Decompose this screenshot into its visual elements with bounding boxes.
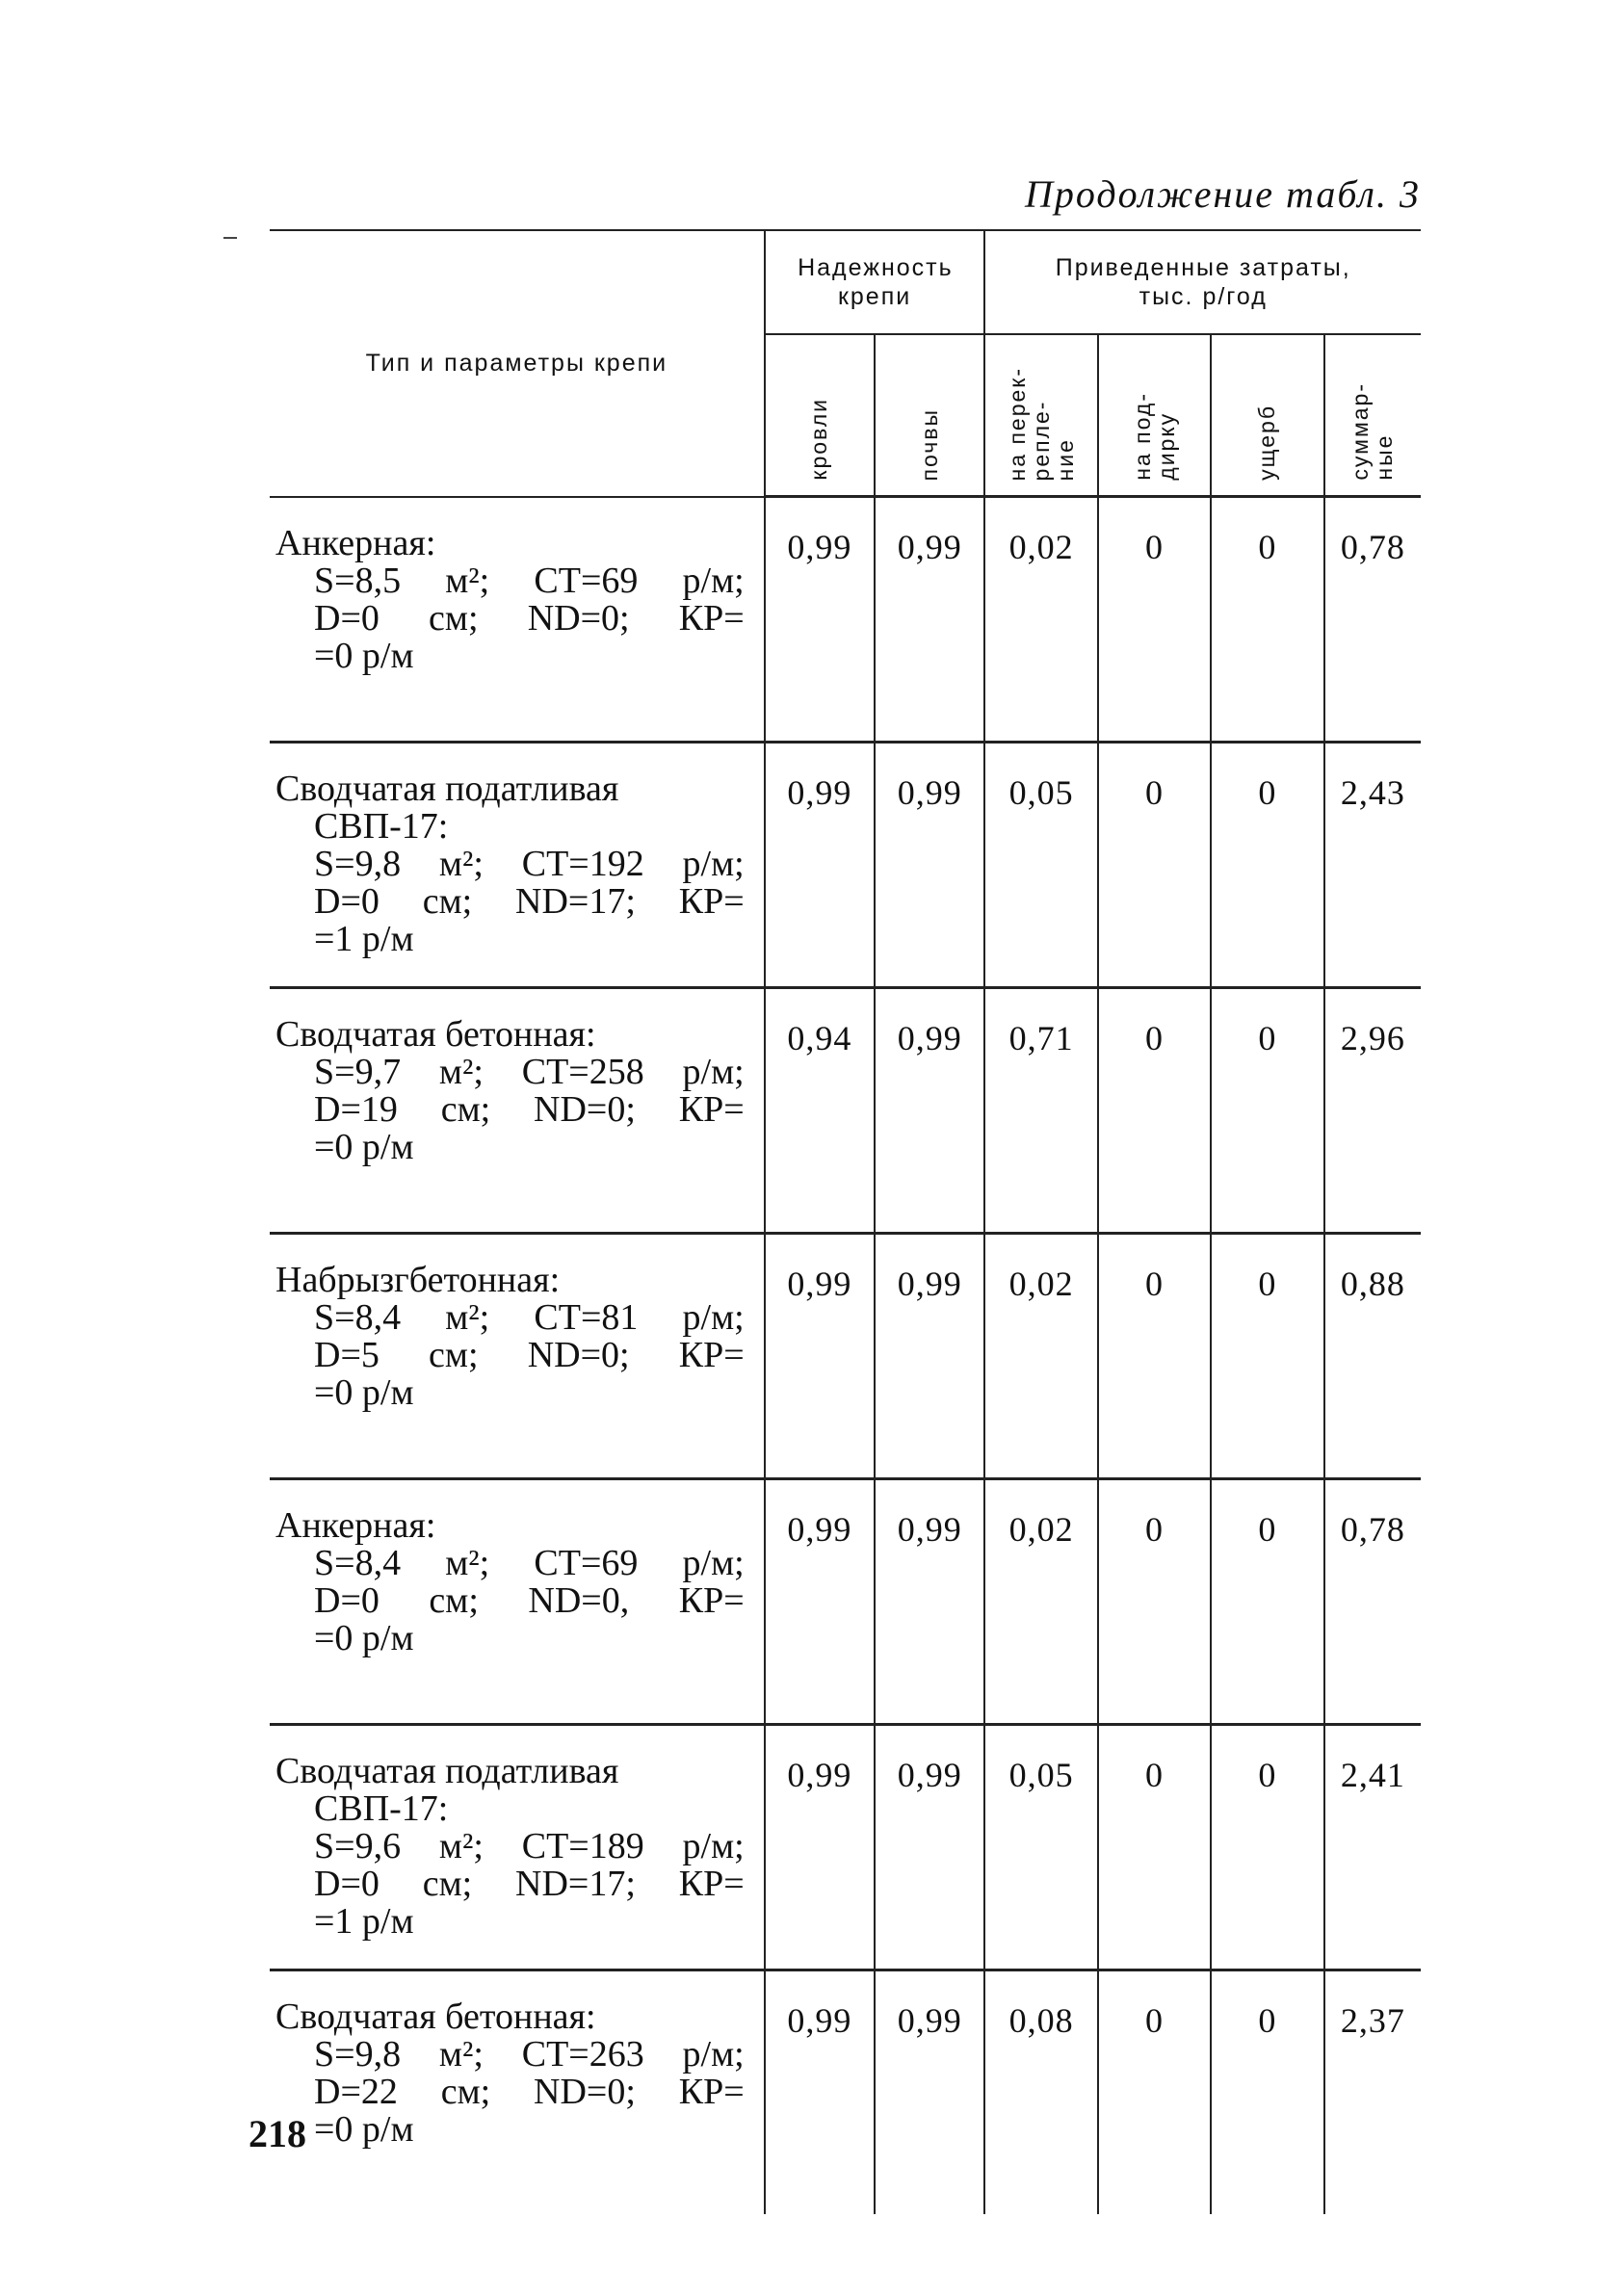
cell-total: 2,96 (1324, 988, 1421, 1234)
row-parameter-line: S=9,7 м²; СТ=258 р/м; (314, 1052, 745, 1092)
cell-roof: 0,99 (765, 1970, 875, 2215)
cell-reset: 0,05 (984, 743, 1097, 988)
row-description (270, 988, 765, 1234)
cell-roof: 0,99 (765, 1725, 875, 1970)
table-caption: Продолжение табл. 3 (1024, 172, 1421, 216)
cell-soil: 0,99 (875, 1479, 984, 1725)
cell-total: 2,41 (1324, 1725, 1421, 1970)
cell-soil: 0,99 (875, 743, 984, 988)
table-row (270, 988, 1421, 1234)
row-parameter-line: S=9,8 м²; СТ=263 р/м; (314, 2034, 745, 2074)
cell-reset: 0,02 (984, 1234, 1097, 1479)
row-parameter-line: D=0 см; ND=0; КР= (314, 597, 745, 639)
cell-reset: 0,02 (984, 497, 1097, 743)
row-parameter-line: S=9,6 м²; СТ=189 р/м; (314, 1826, 745, 1866)
row-type-name: Анкерная: (275, 522, 436, 563)
row-type-name: Сводчатая бетонная: (275, 1014, 596, 1055)
row-parameter-line: =1 р/м (314, 1901, 414, 1942)
header-sub-reset: на перек- репле- ние (984, 334, 1097, 497)
row-parameter-line: S=9,8 м²; СТ=192 р/м; (314, 844, 745, 884)
row-description (270, 1725, 765, 1970)
table-row (270, 743, 1421, 988)
row-type-name: Набрызгбетонная: (275, 1260, 561, 1300)
cell-undercut: 0 (1098, 988, 1211, 1234)
margin-mark (223, 237, 237, 239)
header-sub-damage: ущерб (1211, 334, 1323, 497)
header-reliability-label: Надежность крепи (798, 254, 954, 310)
cell-undercut: 0 (1098, 1970, 1211, 2215)
cell-reset: 0,71 (984, 988, 1097, 1234)
cell-roof: 0,99 (765, 743, 875, 988)
cell-reset: 0,02 (984, 1479, 1097, 1725)
cell-soil: 0,99 (875, 497, 984, 743)
cell-damage: 0 (1211, 1479, 1323, 1725)
cell-total: 0,88 (1324, 1234, 1421, 1479)
cell-soil: 0,99 (875, 1725, 984, 1970)
cell-damage: 0 (1211, 1970, 1323, 2215)
row-parameter-line: СВП-17: (314, 1788, 449, 1829)
header-group-reliability (765, 230, 985, 334)
cell-damage: 0 (1211, 743, 1323, 988)
cell-total: 2,37 (1324, 1970, 1421, 2215)
header-sub-total: суммар- ные (1324, 334, 1421, 497)
row-parameter-line: D=0 см; ND=0, КР= (314, 1580, 745, 1621)
header-sub-soil: почвы (875, 334, 984, 497)
row-parameter-line: D=22 см; ND=0; КР= (314, 2072, 745, 2112)
cell-reset: 0,05 (984, 1725, 1097, 1970)
header-costs-line2: тыс. р/год (1139, 283, 1268, 310)
cell-roof: 0,99 (765, 1479, 875, 1725)
row-parameter-line: S=8,4 м²; СТ=69 р/м; (314, 1543, 745, 1583)
crepe-parameters-table (270, 229, 1421, 2214)
cell-soil: 0,99 (875, 1970, 984, 2215)
header-type-column: Тип и параметры крепи (270, 230, 765, 497)
row-parameter-line: =0 р/м (314, 1127, 414, 1167)
cell-total: 2,43 (1324, 743, 1421, 988)
cell-undercut: 0 (1098, 1725, 1211, 1970)
table-row (270, 497, 1421, 743)
table-row (270, 1234, 1421, 1479)
cell-reset: 0,08 (984, 1970, 1097, 2215)
row-description (270, 1234, 765, 1479)
row-description (270, 497, 765, 743)
cell-damage: 0 (1211, 1725, 1323, 1970)
cell-soil: 0,99 (875, 988, 984, 1234)
row-parameter-line: D=0 см; ND=17; КР= (314, 881, 745, 922)
cell-undercut: 0 (1098, 1479, 1211, 1725)
row-parameter-line: D=0 см; ND=17; КР= (314, 1864, 745, 1904)
cell-undercut: 0 (1098, 1234, 1211, 1479)
row-description (270, 1970, 765, 2215)
table-row (270, 1725, 1421, 1970)
row-parameter-line: =0 р/м (314, 2109, 414, 2150)
page-number: 218 (249, 2112, 306, 2155)
cell-undercut: 0 (1098, 743, 1211, 988)
cell-total: 0,78 (1324, 1479, 1421, 1725)
row-type-name: Сводчатая податливая (275, 1751, 619, 1791)
cell-roof: 0,94 (765, 988, 875, 1234)
row-parameter-line: =0 р/м (314, 1372, 414, 1413)
row-parameter-line: =0 р/м (314, 1618, 414, 1658)
row-parameter-line: S=8,4 м²; СТ=81 р/м; (314, 1297, 745, 1338)
row-description (270, 1479, 765, 1725)
header-group-costs (984, 230, 1421, 334)
row-parameter-line: D=19 см; ND=0; КР= (314, 1089, 745, 1130)
cell-damage: 0 (1211, 1234, 1323, 1479)
cell-roof: 0,99 (765, 1234, 875, 1479)
header-sub-roof: кровли (765, 334, 875, 497)
cell-damage: 0 (1211, 497, 1323, 743)
header-costs-line1: Приведенные затраты, (1055, 254, 1351, 281)
row-type-name: Анкерная: (275, 1505, 436, 1546)
table-row (270, 1970, 1421, 2215)
cell-undercut: 0 (1098, 497, 1211, 743)
row-type-name: Сводчатая бетонная: (275, 1996, 596, 2037)
row-type-name: Сводчатая податливая (275, 769, 619, 809)
row-parameter-line: S=8,5 м²; СТ=69 р/м; (314, 560, 745, 601)
table-row (270, 1479, 1421, 1725)
row-parameter-line: D=5 см; ND=0; КР= (314, 1335, 745, 1375)
row-parameter-line: =0 р/м (314, 635, 414, 676)
cell-soil: 0,99 (875, 1234, 984, 1479)
row-description (270, 743, 765, 988)
row-parameter-line: СВП-17: (314, 806, 449, 847)
row-parameter-line: =1 р/м (314, 919, 414, 959)
cell-roof: 0,99 (765, 497, 875, 743)
header-sub-undercut: на под- дирку (1098, 334, 1211, 497)
cell-damage: 0 (1211, 988, 1323, 1234)
cell-total: 0,78 (1340, 528, 1405, 566)
